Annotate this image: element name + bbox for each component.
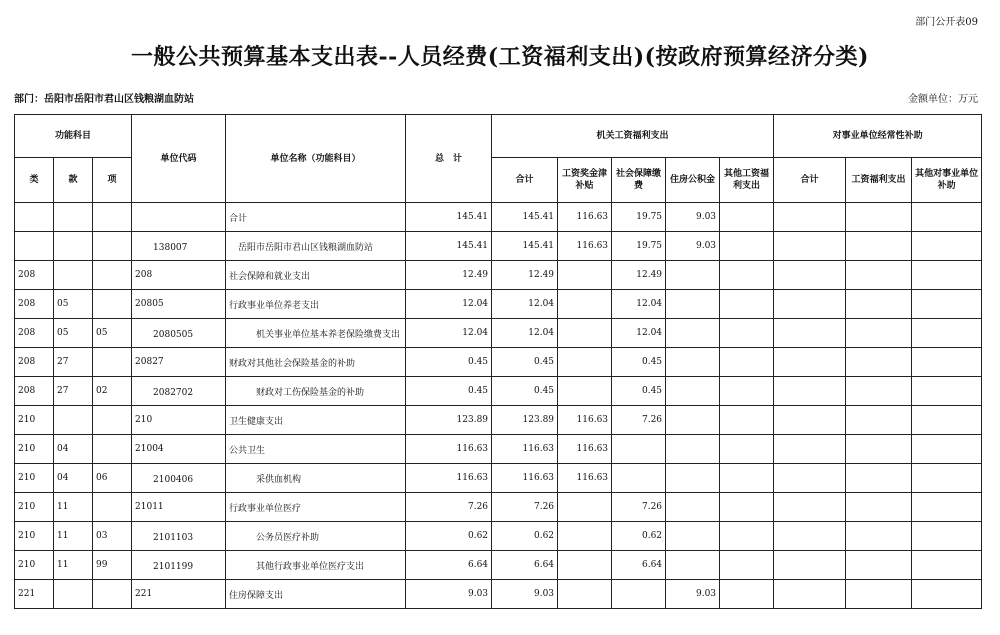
cell-lei: 208 bbox=[15, 377, 54, 406]
cell-empty bbox=[720, 319, 774, 348]
cell-empty bbox=[720, 348, 774, 377]
cell-lei bbox=[15, 232, 54, 261]
cell-empty bbox=[912, 406, 982, 435]
cell-empty bbox=[846, 551, 912, 580]
cell-empty bbox=[846, 464, 912, 493]
table-row bbox=[15, 290, 982, 319]
cell-empty bbox=[774, 290, 846, 319]
cell-xiang bbox=[93, 261, 132, 290]
cell-jg-housing: 9.03 bbox=[666, 580, 720, 609]
cell-code: 20827 bbox=[132, 348, 226, 377]
cell-empty bbox=[774, 261, 846, 290]
cell-empty bbox=[846, 493, 912, 522]
table-row bbox=[15, 435, 982, 464]
cell-kuan: 27 bbox=[54, 348, 93, 377]
cell-jg-social bbox=[612, 435, 666, 464]
cell-empty bbox=[774, 493, 846, 522]
cell-jg-bonus: 116.63 bbox=[558, 464, 612, 493]
table-row bbox=[15, 551, 982, 580]
cell-code: 221 bbox=[132, 580, 226, 609]
header-xiang: 项 bbox=[93, 158, 132, 203]
cell-jg-total: 116.63 bbox=[492, 464, 558, 493]
cell-total: 145.41 bbox=[406, 232, 492, 261]
cell-jg-social: 7.26 bbox=[612, 493, 666, 522]
cell-empty bbox=[720, 203, 774, 232]
cell-empty bbox=[720, 522, 774, 551]
cell-empty bbox=[774, 522, 846, 551]
cell-empty bbox=[846, 203, 912, 232]
cell-code: 210 bbox=[132, 406, 226, 435]
cell-lei: 208 bbox=[15, 348, 54, 377]
cell-jg-housing bbox=[666, 348, 720, 377]
table-row bbox=[15, 377, 982, 406]
cell-lei: 210 bbox=[15, 464, 54, 493]
cell-kuan: 05 bbox=[54, 319, 93, 348]
cell-lei: 221 bbox=[15, 580, 54, 609]
cell-jg-total: 0.45 bbox=[492, 377, 558, 406]
cell-jg-total: 12.04 bbox=[492, 290, 558, 319]
cell-jg-housing: 9.03 bbox=[666, 232, 720, 261]
cell-jg-bonus: 116.63 bbox=[558, 435, 612, 464]
cell-jg-total: 12.49 bbox=[492, 261, 558, 290]
cell-xiang bbox=[93, 203, 132, 232]
cell-name: 财政对工伤保险基金的补助 bbox=[226, 377, 406, 406]
amount-unit-label: 金额单位：万元 bbox=[908, 94, 978, 105]
cell-name: 行政事业单位养老支出 bbox=[226, 290, 406, 319]
cell-jg-social: 6.64 bbox=[612, 551, 666, 580]
cell-kuan: 11 bbox=[54, 551, 93, 580]
cell-jg-social: 12.04 bbox=[612, 290, 666, 319]
cell-jg-bonus bbox=[558, 580, 612, 609]
cell-jg-bonus: 116.63 bbox=[558, 232, 612, 261]
cell-empty bbox=[774, 580, 846, 609]
cell-jg-bonus bbox=[558, 551, 612, 580]
cell-empty bbox=[846, 232, 912, 261]
cell-empty bbox=[912, 580, 982, 609]
cell-jg-total: 9.03 bbox=[492, 580, 558, 609]
cell-jg-bonus bbox=[558, 290, 612, 319]
cell-empty bbox=[720, 377, 774, 406]
cell-empty bbox=[846, 406, 912, 435]
cell-jg-bonus bbox=[558, 522, 612, 551]
cell-empty bbox=[846, 348, 912, 377]
cell-total: 9.03 bbox=[406, 580, 492, 609]
cell-kuan: 04 bbox=[54, 435, 93, 464]
cell-total: 0.62 bbox=[406, 522, 492, 551]
cell-jg-social: 19.75 bbox=[612, 203, 666, 232]
cell-name: 财政对其他社会保险基金的补助 bbox=[226, 348, 406, 377]
header-code: 单位代码 bbox=[132, 115, 226, 203]
cell-kuan bbox=[54, 203, 93, 232]
cell-code: 2080505 bbox=[132, 319, 226, 348]
cell-jg-bonus bbox=[558, 377, 612, 406]
cell-lei: 210 bbox=[15, 522, 54, 551]
cell-total: 12.04 bbox=[406, 290, 492, 319]
cell-empty bbox=[774, 406, 846, 435]
cell-jg-total: 116.63 bbox=[492, 435, 558, 464]
cell-jg-social: 19.75 bbox=[612, 232, 666, 261]
cell-lei: 210 bbox=[15, 406, 54, 435]
cell-empty bbox=[912, 551, 982, 580]
cell-code: 21004 bbox=[132, 435, 226, 464]
table-row bbox=[15, 464, 982, 493]
cell-kuan bbox=[54, 580, 93, 609]
cell-empty bbox=[720, 493, 774, 522]
cell-empty bbox=[720, 435, 774, 464]
cell-jg-bonus: 116.63 bbox=[558, 203, 612, 232]
cell-name: 卫生健康支出 bbox=[226, 406, 406, 435]
cell-jg-social: 7.26 bbox=[612, 406, 666, 435]
cell-total: 123.89 bbox=[406, 406, 492, 435]
cell-code: 208 bbox=[132, 261, 226, 290]
cell-jg-total: 12.04 bbox=[492, 319, 558, 348]
cell-empty bbox=[774, 232, 846, 261]
cell-xiang: 99 bbox=[93, 551, 132, 580]
cell-kuan bbox=[54, 261, 93, 290]
table-row bbox=[15, 319, 982, 348]
cell-name: 合计 bbox=[226, 203, 406, 232]
cell-jg-bonus bbox=[558, 493, 612, 522]
cell-empty bbox=[720, 406, 774, 435]
cell-jg-housing bbox=[666, 551, 720, 580]
header-sy-wage: 工资福利支出 bbox=[846, 158, 912, 203]
cell-empty bbox=[912, 261, 982, 290]
cell-jg-bonus bbox=[558, 348, 612, 377]
cell-xiang: 05 bbox=[93, 319, 132, 348]
header-jg: 机关工资福利支出 bbox=[492, 115, 774, 158]
cell-empty bbox=[912, 435, 982, 464]
cell-empty bbox=[912, 464, 982, 493]
cell-empty bbox=[720, 261, 774, 290]
header-lei: 类 bbox=[15, 158, 54, 203]
cell-name: 公务员医疗补助 bbox=[226, 522, 406, 551]
cell-total: 0.45 bbox=[406, 377, 492, 406]
cell-name: 机关事业单位基本养老保险缴费支出 bbox=[226, 319, 406, 348]
cell-total: 12.04 bbox=[406, 319, 492, 348]
header-name: 单位名称（功能科目） bbox=[226, 115, 406, 203]
cell-total: 145.41 bbox=[406, 203, 492, 232]
cell-empty bbox=[774, 377, 846, 406]
table-row bbox=[15, 580, 982, 609]
header-func: 功能科目 bbox=[15, 115, 132, 158]
cell-empty bbox=[774, 464, 846, 493]
cell-jg-housing: 9.03 bbox=[666, 203, 720, 232]
header-jg-other: 其他工资福利支出 bbox=[720, 158, 774, 203]
cell-empty bbox=[912, 522, 982, 551]
cell-jg-housing bbox=[666, 290, 720, 319]
cell-jg-housing bbox=[666, 464, 720, 493]
cell-name: 住房保障支出 bbox=[226, 580, 406, 609]
header-sy: 对事业单位经常性补助 bbox=[774, 115, 982, 158]
cell-jg-bonus bbox=[558, 261, 612, 290]
cell-jg-social: 0.45 bbox=[612, 348, 666, 377]
cell-xiang bbox=[93, 232, 132, 261]
table-row bbox=[15, 406, 982, 435]
cell-jg-social: 12.49 bbox=[612, 261, 666, 290]
cell-lei: 208 bbox=[15, 319, 54, 348]
header-total: 总 计 bbox=[406, 115, 492, 203]
cell-empty bbox=[720, 464, 774, 493]
cell-empty bbox=[912, 203, 982, 232]
cell-lei: 210 bbox=[15, 551, 54, 580]
cell-xiang bbox=[93, 493, 132, 522]
cell-jg-total: 145.41 bbox=[492, 203, 558, 232]
cell-jg-social: 0.62 bbox=[612, 522, 666, 551]
cell-lei: 210 bbox=[15, 493, 54, 522]
cell-code: 2101103 bbox=[132, 522, 226, 551]
cell-name: 岳阳市岳阳市君山区钱粮湖血防站 bbox=[226, 232, 406, 261]
cell-jg-social: 0.45 bbox=[612, 377, 666, 406]
table-row bbox=[15, 522, 982, 551]
cell-xiang bbox=[93, 406, 132, 435]
cell-jg-bonus bbox=[558, 319, 612, 348]
cell-name: 公共卫生 bbox=[226, 435, 406, 464]
cell-xiang bbox=[93, 290, 132, 319]
cell-total: 0.45 bbox=[406, 348, 492, 377]
cell-empty bbox=[912, 493, 982, 522]
cell-jg-social bbox=[612, 580, 666, 609]
cell-kuan bbox=[54, 406, 93, 435]
cell-total: 116.63 bbox=[406, 435, 492, 464]
cell-lei: 208 bbox=[15, 290, 54, 319]
cell-xiang bbox=[93, 348, 132, 377]
cell-xiang bbox=[93, 580, 132, 609]
cell-jg-housing bbox=[666, 377, 720, 406]
cell-empty bbox=[774, 551, 846, 580]
cell-jg-total: 7.26 bbox=[492, 493, 558, 522]
cell-jg-social: 12.04 bbox=[612, 319, 666, 348]
table-number-label: 部门公开表09 bbox=[915, 17, 978, 28]
cell-empty bbox=[846, 319, 912, 348]
cell-code: 2082702 bbox=[132, 377, 226, 406]
cell-kuan: 27 bbox=[54, 377, 93, 406]
cell-xiang: 06 bbox=[93, 464, 132, 493]
table-row bbox=[15, 261, 982, 290]
cell-jg-total: 6.64 bbox=[492, 551, 558, 580]
cell-jg-total: 0.45 bbox=[492, 348, 558, 377]
cell-total: 7.26 bbox=[406, 493, 492, 522]
cell-name: 社会保障和就业支出 bbox=[226, 261, 406, 290]
cell-empty bbox=[846, 377, 912, 406]
cell-jg-social bbox=[612, 464, 666, 493]
cell-empty bbox=[774, 203, 846, 232]
cell-kuan: 11 bbox=[54, 493, 93, 522]
cell-name: 其他行政事业单位医疗支出 bbox=[226, 551, 406, 580]
header-sy-total: 合计 bbox=[774, 158, 846, 203]
cell-jg-housing bbox=[666, 522, 720, 551]
cell-jg-housing bbox=[666, 261, 720, 290]
cell-lei: 210 bbox=[15, 435, 54, 464]
table-row bbox=[15, 348, 982, 377]
cell-empty bbox=[912, 348, 982, 377]
cell-empty bbox=[720, 551, 774, 580]
cell-lei: 208 bbox=[15, 261, 54, 290]
cell-code: 2101199 bbox=[132, 551, 226, 580]
cell-name: 采供血机构 bbox=[226, 464, 406, 493]
department-label: 部门：岳阳市岳阳市君山区钱粮湖血防站 bbox=[14, 94, 194, 105]
cell-code: 2100406 bbox=[132, 464, 226, 493]
cell-xiang: 02 bbox=[93, 377, 132, 406]
cell-code bbox=[132, 203, 226, 232]
cell-kuan bbox=[54, 232, 93, 261]
cell-empty bbox=[720, 232, 774, 261]
cell-jg-housing bbox=[666, 493, 720, 522]
header-kuan: 款 bbox=[54, 158, 93, 203]
cell-kuan: 05 bbox=[54, 290, 93, 319]
header-sy-other: 其他对事业单位补助 bbox=[912, 158, 982, 203]
cell-kuan: 04 bbox=[54, 464, 93, 493]
header-jg-social: 社会保障缴费 bbox=[612, 158, 666, 203]
cell-empty bbox=[720, 580, 774, 609]
cell-code: 20805 bbox=[132, 290, 226, 319]
cell-empty bbox=[912, 290, 982, 319]
cell-xiang: 03 bbox=[93, 522, 132, 551]
page-title: 一般公共预算基本支出表--人员经费(工资福利支出)(按政府预算经济分类) bbox=[131, 44, 869, 70]
cell-code: 138007 bbox=[132, 232, 226, 261]
cell-empty bbox=[774, 348, 846, 377]
cell-jg-total: 123.89 bbox=[492, 406, 558, 435]
cell-jg-total: 145.41 bbox=[492, 232, 558, 261]
header-jg-housing: 住房公积金 bbox=[666, 158, 720, 203]
cell-empty bbox=[846, 580, 912, 609]
cell-empty bbox=[720, 290, 774, 319]
cell-lei bbox=[15, 203, 54, 232]
cell-empty bbox=[846, 435, 912, 464]
cell-jg-bonus: 116.63 bbox=[558, 406, 612, 435]
cell-empty bbox=[774, 319, 846, 348]
cell-code: 21011 bbox=[132, 493, 226, 522]
cell-total: 116.63 bbox=[406, 464, 492, 493]
table-row bbox=[15, 203, 982, 232]
cell-empty bbox=[912, 319, 982, 348]
table-row bbox=[15, 493, 982, 522]
header-jg-bonus: 工资奖金津补贴 bbox=[558, 158, 612, 203]
cell-empty bbox=[846, 261, 912, 290]
cell-kuan: 11 bbox=[54, 522, 93, 551]
expenditure-table bbox=[14, 114, 982, 609]
cell-jg-housing bbox=[666, 406, 720, 435]
cell-empty bbox=[912, 377, 982, 406]
cell-total: 12.49 bbox=[406, 261, 492, 290]
cell-jg-housing bbox=[666, 435, 720, 464]
cell-jg-total: 0.62 bbox=[492, 522, 558, 551]
cell-empty bbox=[774, 435, 846, 464]
cell-empty bbox=[846, 290, 912, 319]
cell-empty bbox=[912, 232, 982, 261]
header-jg-total: 合计 bbox=[492, 158, 558, 203]
table-row bbox=[15, 232, 982, 261]
cell-xiang bbox=[93, 435, 132, 464]
cell-jg-housing bbox=[666, 319, 720, 348]
cell-total: 6.64 bbox=[406, 551, 492, 580]
cell-empty bbox=[846, 522, 912, 551]
cell-name: 行政事业单位医疗 bbox=[226, 493, 406, 522]
